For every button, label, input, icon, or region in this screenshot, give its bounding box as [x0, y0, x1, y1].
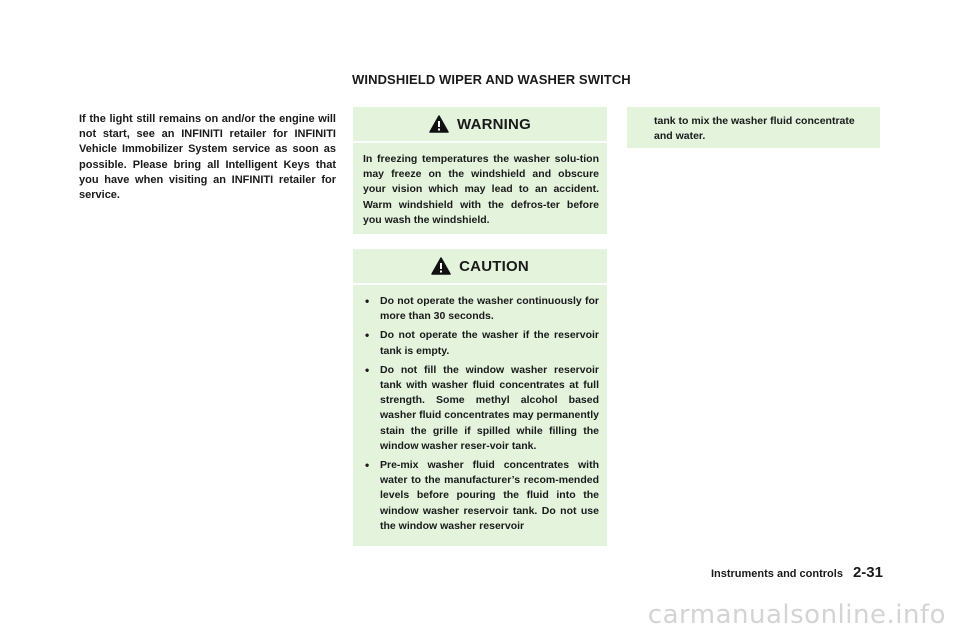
caution-item: [363, 458, 599, 534]
warning-triangle-icon: [429, 115, 449, 133]
continuation-text: tank to mix the washer fluid concentrate and water.: [654, 115, 855, 143]
watermark: carmanualsonline.info: [647, 600, 946, 630]
caution-list: [363, 294, 599, 534]
footer-section-name: Instruments and controls: [710, 568, 843, 580]
bullet: •: [365, 458, 370, 473]
caution-continuation-box: [627, 107, 880, 148]
bullet: •: [365, 328, 370, 343]
caution-item: [363, 294, 599, 324]
caution-body: [363, 294, 599, 538]
bullet: •: [365, 294, 370, 308]
page-footer: [711, 564, 883, 581]
caution-item: [363, 328, 599, 358]
caution-item: [363, 363, 599, 454]
caution-item-text: Pre-mix washer fluid concentrates with water to the manufacturer’s recom-mended levels before pouring the fluid into the window washer reservoir tank. Do not use the window washer reservoir: [380, 459, 599, 532]
warning-header: [353, 107, 607, 143]
caution-item-text: Do not operate the washer if the reservoir tank is empty.: [380, 329, 599, 357]
warning-box: [353, 107, 607, 234]
bullet: •: [365, 362, 370, 377]
page-number: 2-31: [852, 564, 883, 581]
caution-heading: CAUTION: [459, 257, 529, 275]
caution-item-text: Do not fill the window washer reservoir tank with washer fluid concentrates at full strength. Some methyl alcohol based washer fluid concentrates may permanently stain the grille if spilled while filling the window washer reser-voir tank.: [380, 363, 599, 452]
immobilizer-paragraph: If the light still remains on and/or the engine will not start, see an INFINITI retailer for INFINITI Vehicle Immobilizer System service as soon as possible. Please bring all Intelligent Keys that you have when visiting an INFINITI retailer for service.: [79, 113, 336, 202]
caution-header: [353, 249, 607, 285]
caution-box: [353, 249, 607, 546]
warning-text: In freezing temperatures the washer solu-tion may freeze on the windshield and obscure your vision which may lead to an accident. Warm windshield with the defros-ter before you wash the windshield.: [363, 153, 599, 226]
warning-heading: WARNING: [457, 115, 531, 133]
warning-triangle-icon: [431, 257, 451, 275]
section-title: WINDSHIELD WIPER AND WASHER SWITCH: [352, 72, 631, 87]
caution-item-text: Do not operate the washer continuously for more than 30 seconds.: [380, 295, 599, 323]
